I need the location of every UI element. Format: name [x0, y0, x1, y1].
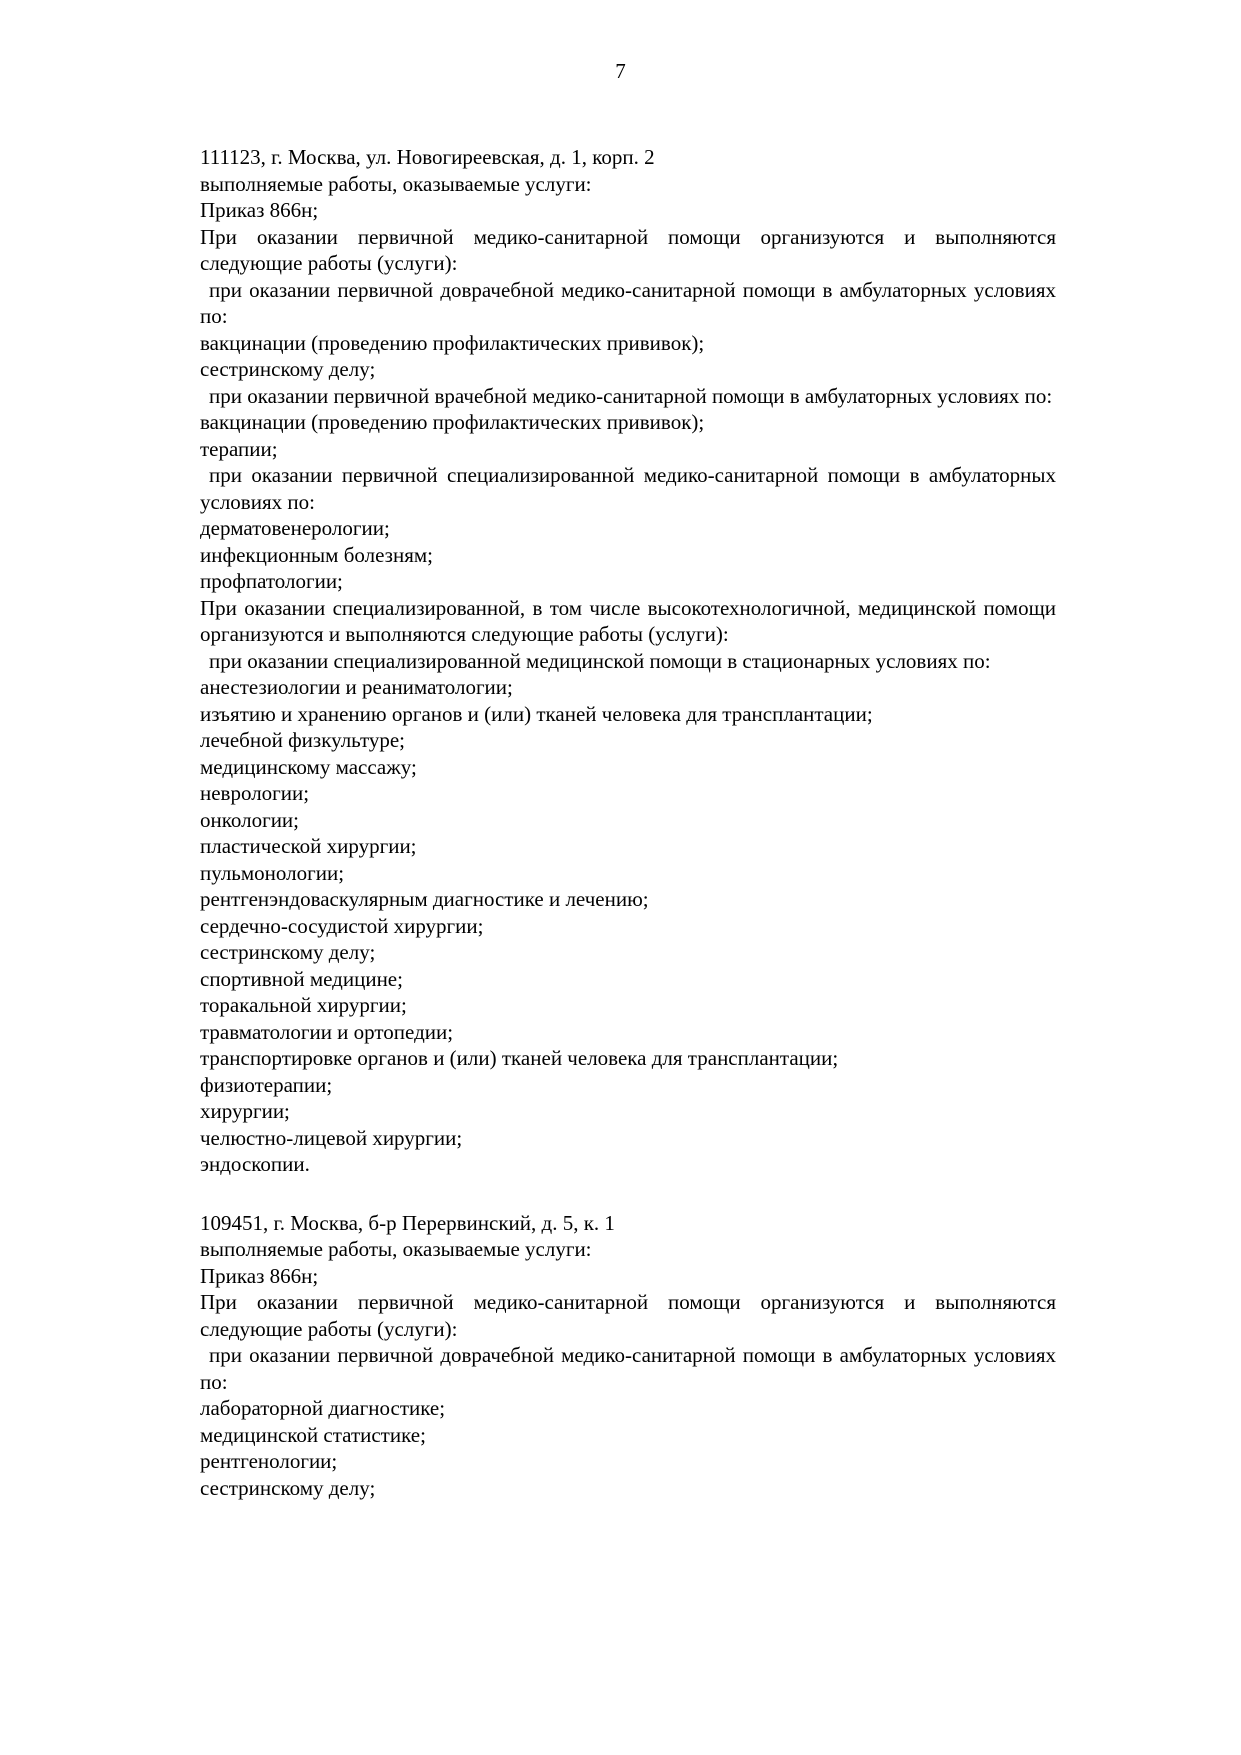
document-line: пластической хирургии; [200, 834, 417, 858]
services-label: выполняемые работы, оказываемые услуги: [200, 1237, 592, 1261]
document-line: при оказании специализированной медицинской помощи в стационарных условиях по: [209, 648, 991, 673]
document-line: При оказании первичной медико-санитарной помощи организуются и выполняются следующие работы (услуги): [200, 224, 1056, 275]
document-line: сестринскому делу; [200, 1475, 376, 1500]
document-line: Приказ 866н; [200, 198, 319, 222]
document-line: при оказании первичной врачебной медико-санитарной помощи в амбулаторных условиях по: [209, 383, 1053, 408]
document-line: спортивной медицине; [200, 966, 403, 991]
document-line: дерматовенерологии; [200, 516, 390, 540]
document-line: эндоскопии. [200, 1152, 310, 1176]
document-line: вакцинации (проведению профилактических прививок); [200, 410, 705, 434]
document-line: вакцинации (проведению профилактических прививок); [200, 330, 705, 355]
document-line: анестезиологии и реаниматологии; [200, 675, 513, 699]
document-line: хирургии; [200, 1099, 290, 1123]
document-line: инфекционным болезням; [200, 542, 433, 567]
document-line: онкологии; [200, 807, 300, 832]
document-line: при оказании первичной доврачебной медико-санитарной помощи в амбулаторных условиях по: [200, 1343, 1056, 1394]
document-line: лечебной физкультуре; [200, 728, 406, 752]
document-line: лабораторной диагностике; [200, 1396, 446, 1420]
document-line: профпатологии; [200, 569, 343, 593]
document-line: рентгенэндоваскулярным диагностике и лечению; [200, 887, 649, 911]
document-line: сестринскому делу; [200, 357, 376, 381]
document-line: челюстно-лицевой хирургии; [200, 1125, 463, 1150]
document-line: неврологии; [200, 781, 310, 805]
document-line: сердечно-сосудистой хирургии; [200, 913, 484, 938]
document-line: терапии; [200, 436, 278, 461]
page-number: 7 [615, 59, 626, 83]
address-line: 111123, г. Москва, ул. Новогиреевская, д. 1, корп. 2 [200, 145, 655, 169]
document-line: При оказании специализированной, в том числе высокотехнологичной, медицинской помощи организуются и выполняются следующие работы (услуги): [200, 595, 1056, 646]
document-line: торакальной хирургии; [200, 993, 407, 1017]
document-line: Приказ 866н; [200, 1263, 319, 1288]
document-line: рентгенологии; [200, 1449, 338, 1473]
document-line: при оказании первичной специализированной медико-санитарной помощи в амбулаторных условиях по: [200, 463, 1056, 514]
license-address-section [200, 1210, 1056, 1502]
address-line: 109451, г. Москва, б-р Перервинский, д. 5, к. 1 [200, 1210, 615, 1235]
document-line: медицинской статистике; [200, 1422, 426, 1447]
document-line: сестринскому делу; [200, 940, 376, 964]
document-line: медицинскому массажу; [200, 754, 417, 779]
document-line: пульмонологии; [200, 860, 345, 885]
document-line: При оказании первичной медико-санитарной помощи организуются и выполняются следующие работы (услуги): [200, 1290, 1056, 1341]
license-address-section [200, 144, 1056, 1178]
document-line: транспортировке органов и (или) тканей человека для трансплантации; [200, 1046, 839, 1070]
document-content [200, 144, 1056, 1501]
document-line: при оказании первичной доврачебной медико-санитарной помощи в амбулаторных условиях по: [200, 277, 1056, 328]
document-line: изъятию и хранению органов и (или) тканей человека для трансплантации; [200, 701, 873, 726]
services-label: выполняемые работы, оказываемые услуги: [200, 171, 592, 196]
document-line: травматологии и ортопедии; [200, 1019, 454, 1044]
document-line: физиотерапии; [200, 1072, 333, 1097]
